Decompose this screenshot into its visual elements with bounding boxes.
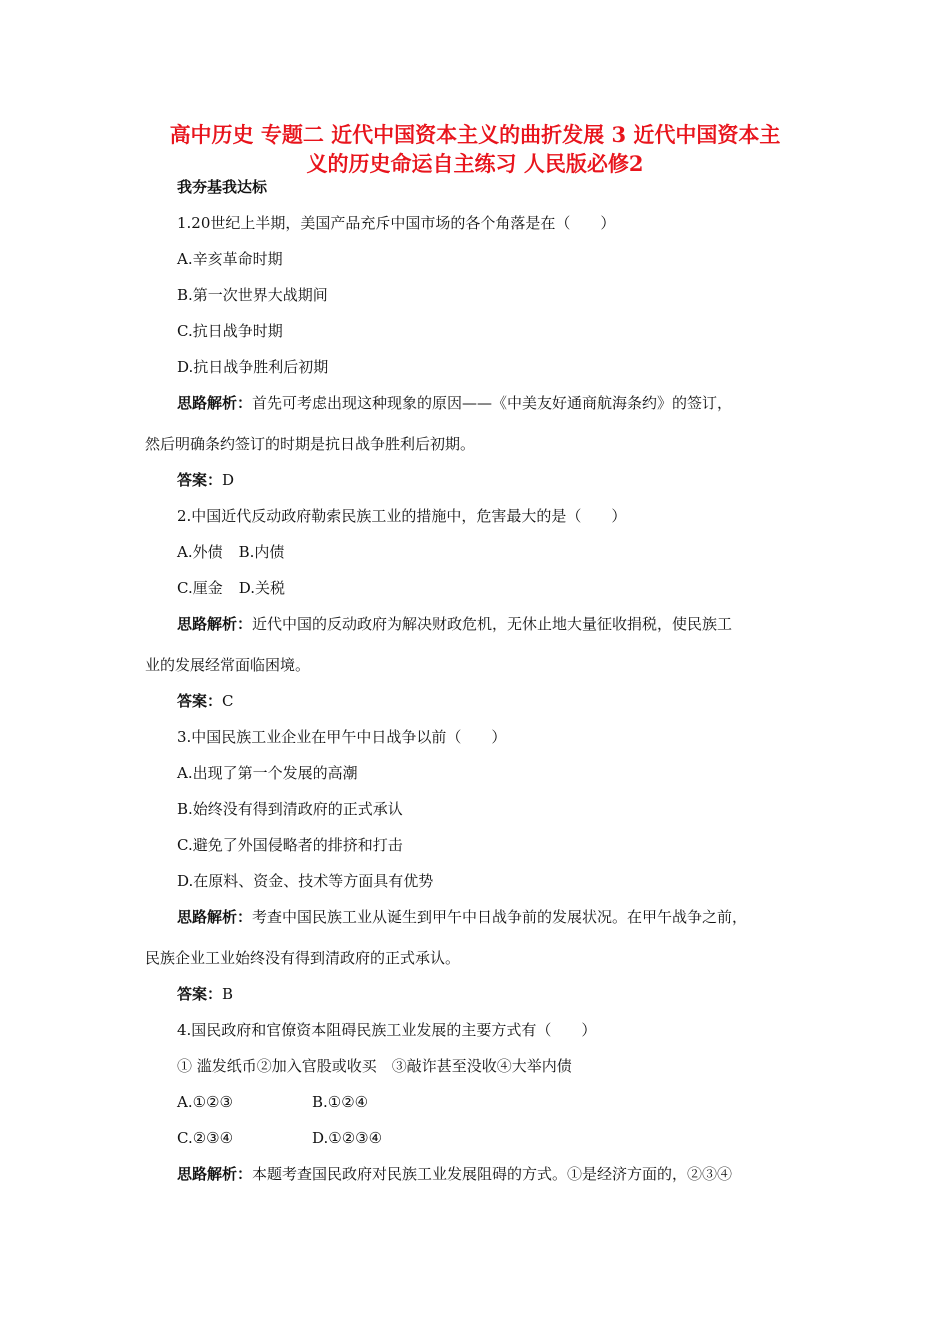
- question-4-options-row-1: [177, 1092, 368, 1112]
- answer-value: C: [222, 692, 234, 710]
- section-heading: 我夯基我达标: [177, 178, 268, 196]
- question-3-analysis: [177, 907, 747, 927]
- question-1-option-d: D.抗日战争胜利后初期: [177, 358, 329, 376]
- question-1-answer: [177, 470, 234, 490]
- question-3-option-d: D.在原料、资金、技术等方面具有优势: [177, 872, 434, 890]
- question-2-option-c: C.厘金: [177, 579, 223, 597]
- question-4-stem: 4.国民政府和官僚资本阻碍民族工业发展的主要方式有（ ）: [177, 1021, 597, 1039]
- analysis-text: 首先可考虑出现这种现象的原因——《中美友好通商航海条约》的签订，: [252, 394, 733, 412]
- question-3-option-c: C.避免了外国侵略者的排挤和打击: [177, 836, 403, 854]
- analysis-text: 近代中国的反动政府为解决财政危机，无休止地大量征收捐税，使民族工: [252, 615, 733, 633]
- document-title-line-2: 义的历史命运自主练习 人民版必修2: [306, 151, 644, 176]
- analysis-label: 思路解析：: [177, 908, 253, 926]
- question-3-stem: 3.中国民族工业企业在甲午中日战争以前（ ）: [177, 728, 507, 746]
- question-2-options-row-1: [177, 542, 284, 562]
- question-3-answer: [177, 984, 233, 1004]
- question-4-option-d: D.①②③④: [312, 1129, 383, 1147]
- answer-label: 答案：: [177, 692, 223, 710]
- question-4-option-a: A.①②③: [177, 1093, 233, 1111]
- question-3-analysis-continued: 民族企业工业始终没有得到清政府的正式承认。: [145, 949, 461, 967]
- question-1-stem: 1.20世纪上半期，美国产品充斥中国市场的各个角落是在（ ）: [177, 214, 616, 232]
- document-title-line-1: 高中历史 专题二 近代中国资本主义的曲折发展 3 近代中国资本主: [169, 122, 781, 147]
- question-2-option-b: B.内债: [238, 543, 285, 561]
- analysis-text: 本题考查国民政府对民族工业发展阻碍的方式。①是经济方面的，②③④: [252, 1165, 733, 1183]
- question-1-analysis: [177, 393, 732, 413]
- question-4-option-b: B.①②④: [312, 1093, 369, 1111]
- question-2-option-a: A.外债: [177, 543, 223, 561]
- analysis-label: 思路解析：: [177, 394, 253, 412]
- question-2-stem: 2.中国近代反动政府勒索民族工业的措施中，危害最大的是（ ）: [177, 507, 627, 525]
- analysis-label: 思路解析：: [177, 615, 253, 633]
- question-2-analysis-continued: 业的发展经常面临困境。: [145, 656, 311, 674]
- question-1-analysis-continued: 然后明确条约签订的时期是抗日战争胜利后初期。: [145, 435, 476, 453]
- answer-value: D: [222, 471, 235, 489]
- question-3-option-a: A.出现了第一个发展的高潮: [177, 764, 358, 782]
- question-1-option-b: B.第一次世界大战期间: [177, 286, 328, 304]
- answer-label: 答案：: [177, 985, 223, 1003]
- question-4-analysis: [177, 1164, 732, 1184]
- question-1-option-a: A.辛亥革命时期: [177, 250, 283, 268]
- answer-value: B: [222, 985, 234, 1003]
- analysis-text: 考查中国民族工业从诞生到甲午中日战争前的发展状况。在甲午战争之前，: [252, 908, 748, 926]
- analysis-label: 思路解析：: [177, 1165, 253, 1183]
- question-3-option-b: B.始终没有得到清政府的正式承认: [177, 800, 403, 818]
- question-1-option-c: C.抗日战争时期: [177, 322, 283, 340]
- question-2-analysis: [177, 614, 732, 634]
- question-2-option-d: D.关税: [238, 579, 285, 597]
- answer-label: 答案：: [177, 471, 223, 489]
- question-4-items: ① 滥发纸币②加入官股或收买 ③敲诈甚至没收④大举内债: [177, 1057, 572, 1075]
- question-2-options-row-2: [177, 578, 285, 598]
- question-4-option-c: C.②③④: [177, 1129, 234, 1147]
- question-2-answer: [177, 691, 234, 711]
- question-4-options-row-2: [177, 1128, 382, 1148]
